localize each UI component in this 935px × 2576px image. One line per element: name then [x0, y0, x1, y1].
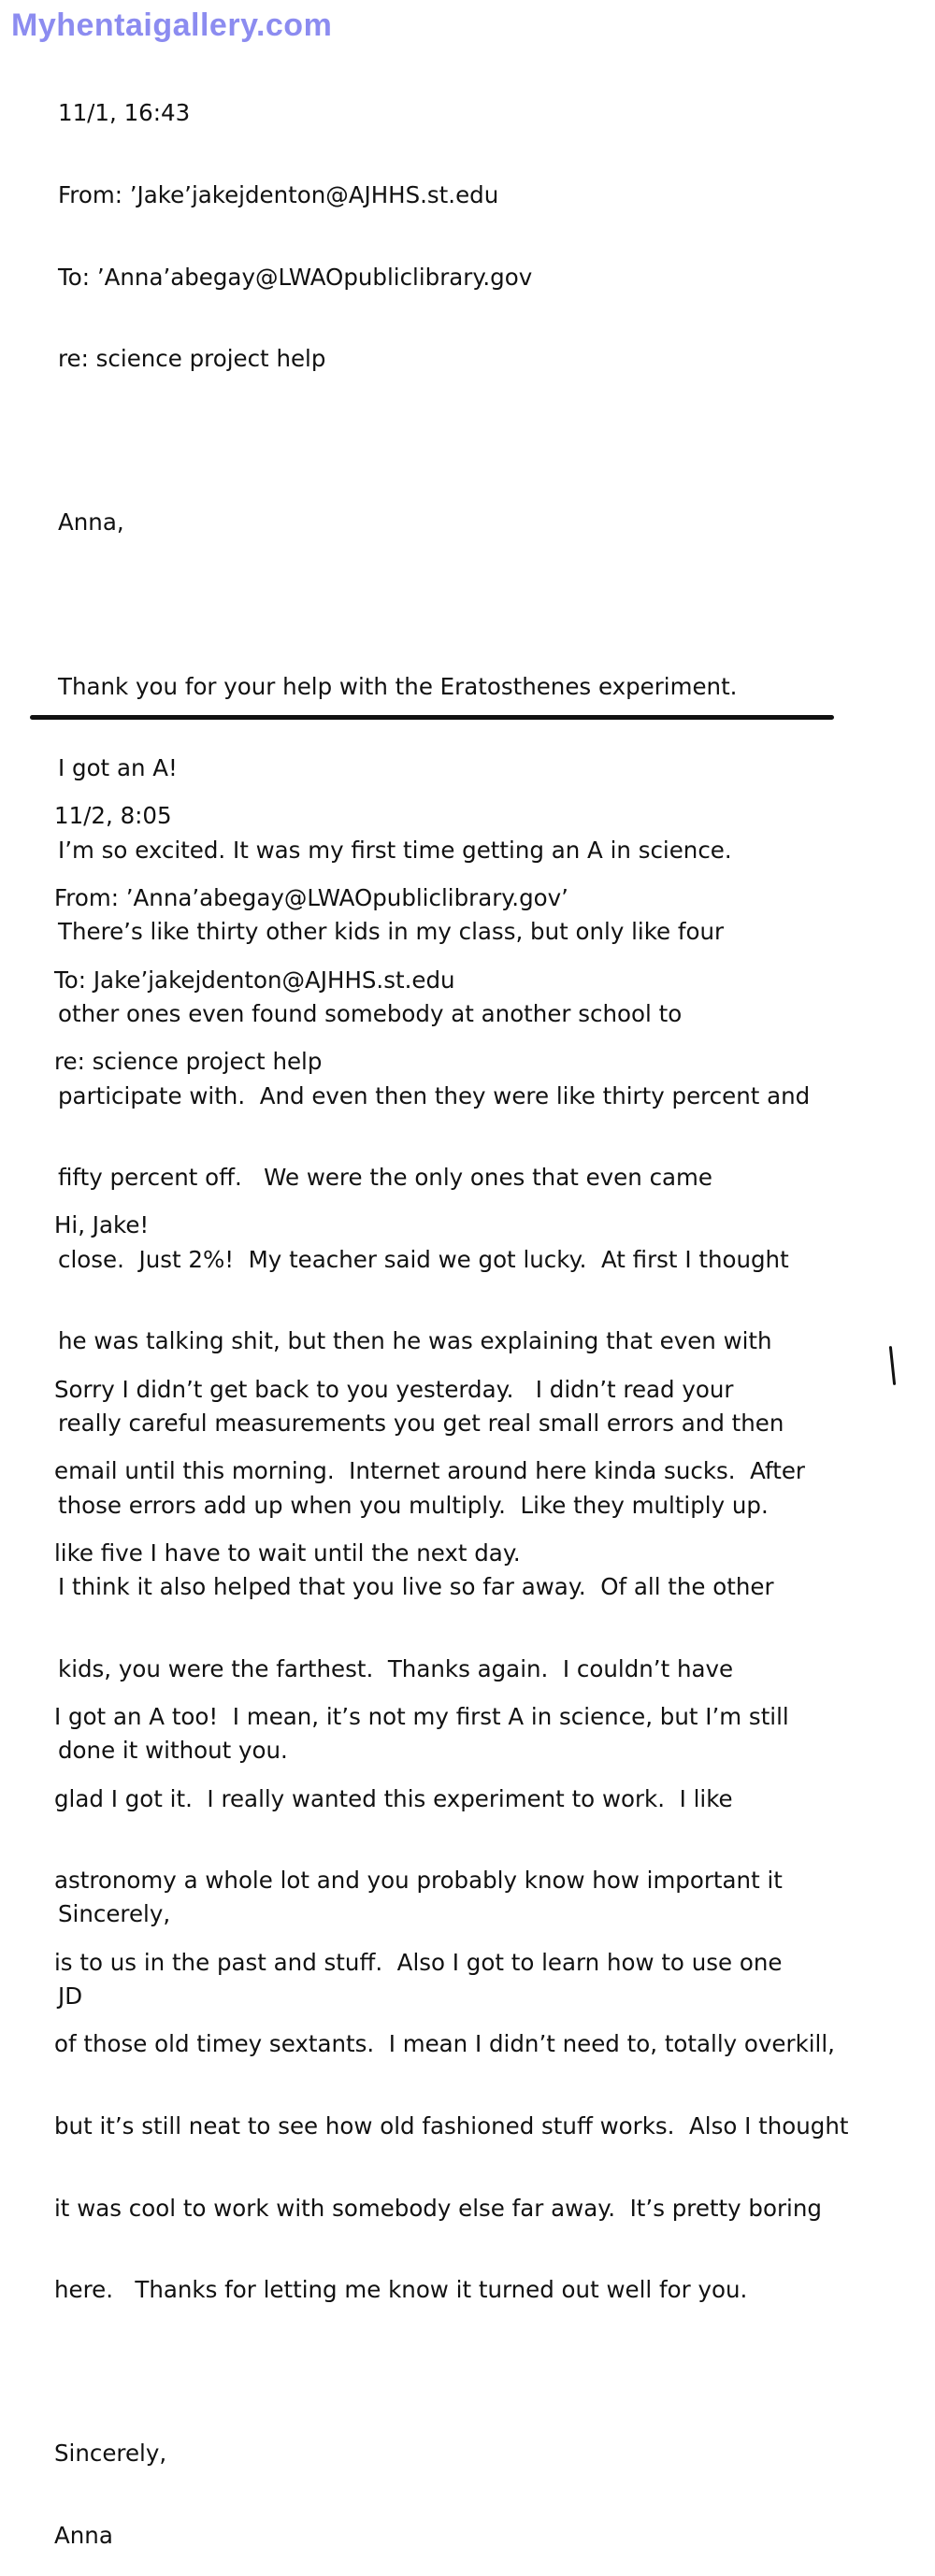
body-line: I got an A!: [58, 754, 178, 782]
body-line: fifty percent off. We were the only ones that even came: [58, 1164, 712, 1192]
body-line: I think it also helped that you live so far away. Of all the other: [58, 1573, 774, 1601]
email-date: 11/1, 16:43: [58, 99, 191, 127]
site-watermark: Myhentaigallery.com: [11, 7, 333, 43]
email-from: From: ’Jake’jakejdenton@AJHHS.st.edu: [58, 181, 499, 208]
body-line: like five I have to wait until the next day.: [54, 1538, 521, 1567]
body-line: glad I got it. I really wanted this experiment to work. I like: [54, 1784, 733, 1812]
body-line: other ones even found somebody at another school to: [58, 999, 683, 1027]
spacer: [54, 1294, 849, 1321]
spacer: [58, 427, 810, 454]
body-line: I got an A too! I mean, it’s not my first A in science, but I’m still: [54, 1702, 789, 1730]
body-line: it was cool to work with somebody else far away. It’s pretty boring: [54, 2194, 822, 2222]
email-closing: Sincerely,: [58, 1900, 171, 1928]
body-line: astronomy a whole lot and you probably know how important it: [54, 1867, 783, 1895]
email-subject: re: science project help: [54, 1048, 323, 1076]
email-to: To: ’Anna’abegay@LWAOpubliclibrary.gov: [58, 263, 533, 291]
email-signature: JD: [58, 1982, 83, 2011]
spacer: [54, 1130, 849, 1157]
email-divider: [30, 715, 834, 720]
body-line: here. Thanks for letting me know it turned out well for you.: [54, 2276, 748, 2304]
body-line: email until this morning. Internet around here kinda sucks. After: [54, 1457, 805, 1485]
body-line: There’s like thirty other kids in my class, but only like four: [58, 918, 725, 946]
body-line: close. Just 2%! My teacher said we got lucky. At first I thought: [58, 1245, 789, 1273]
spacer: [58, 591, 810, 618]
email-greeting: Anna,: [58, 508, 124, 537]
email-signature: Anna: [54, 2521, 113, 2549]
body-line: really careful measurements you get real small errors and then: [58, 1409, 784, 1437]
email-closing: Sincerely,: [54, 2440, 167, 2468]
body-line: of those old timey sextants. I mean I didn’t need to, totally overkill,: [54, 2030, 835, 2058]
spacer: [54, 2358, 849, 2385]
body-line: kids, you were the farthest. Thanks again. I couldn’t have: [58, 1654, 734, 1682]
email-from: From: ’Anna’abegay@LWAOpubliclibrary.gov’: [54, 884, 568, 911]
body-line: is to us in the past and stuff. Also I got to learn how to use one: [54, 1948, 783, 1976]
body-line: he was talking shit, but then he was explaining that even with: [58, 1327, 772, 1355]
body-line: I’m so excited. It was my first time getting an A in science.: [58, 836, 732, 864]
email-to: To: Jake’jakejdenton@AJHHS.st.edu: [54, 966, 455, 994]
email-greeting: Hi, Jake!: [54, 1211, 150, 1239]
spacer: [54, 1621, 849, 1648]
body-line: Sorry I didn’t get back to you yesterday. I didn’t read your: [54, 1375, 734, 1403]
body-line: done it without you.: [58, 1737, 288, 1765]
pen-stroke-mark: [889, 1346, 896, 1385]
body-line: Thank you for your help with the Eratosthenes experiment.: [58, 672, 738, 700]
body-line: participate with. And even then they were like thirty percent and: [58, 1081, 811, 1109]
email-date: 11/2, 8:05: [54, 802, 172, 830]
email-subject: re: science project help: [58, 345, 326, 373]
body-line: those errors add up when you multiply. Like they multiply up.: [58, 1491, 769, 1519]
email-message-2: [54, 748, 849, 2576]
body-line: but it’s still neat to see how old fashioned stuff works. Also I thought: [54, 2111, 849, 2140]
